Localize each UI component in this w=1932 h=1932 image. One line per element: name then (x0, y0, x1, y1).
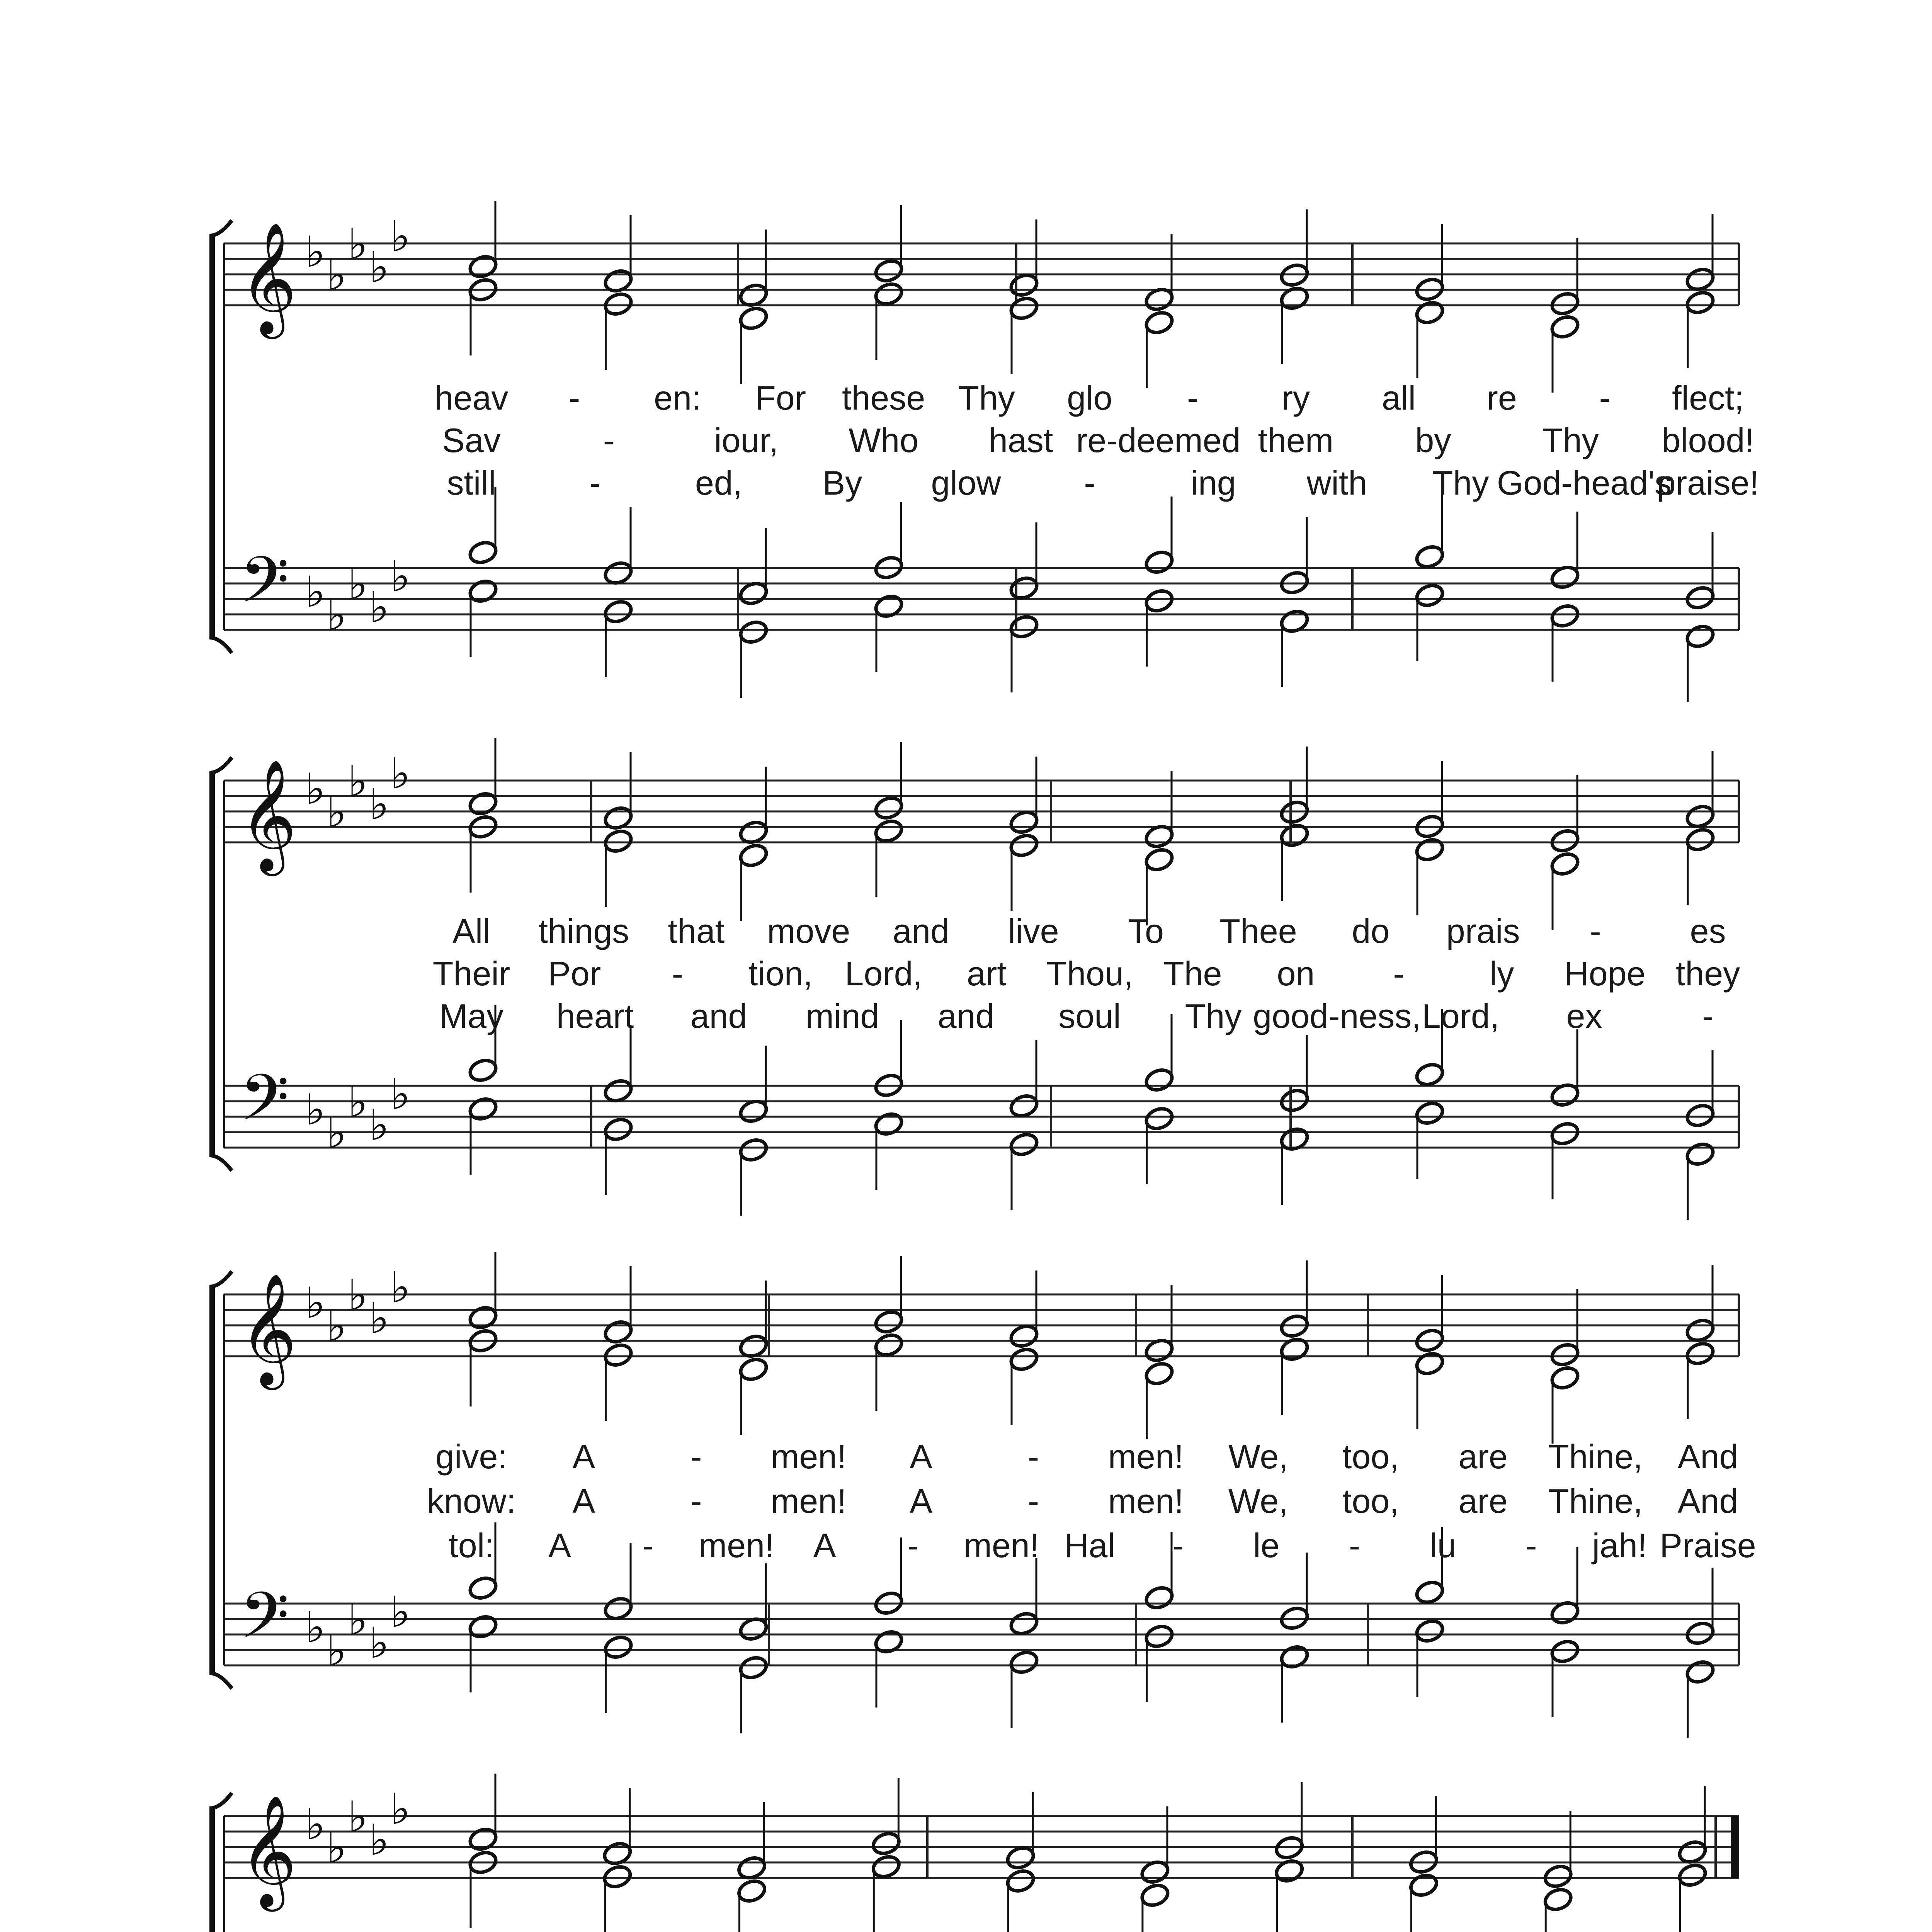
note-head (603, 1634, 634, 1660)
lyric-syllable: For (755, 379, 806, 417)
lyric-syllable: too, (1342, 1482, 1399, 1520)
note-head (738, 619, 769, 645)
note-head (603, 1078, 634, 1104)
note-head (873, 1111, 904, 1137)
note-head (1685, 289, 1716, 316)
lyric-syllable: Praise (1660, 1526, 1756, 1565)
lyric-syllable: men! (770, 1437, 847, 1476)
flat-icon: ♭ (327, 1301, 347, 1351)
lyric-syllable: all (1381, 379, 1416, 417)
flat-icon: ♭ (305, 764, 325, 814)
lyric-syllable: - (1590, 912, 1601, 950)
note-head (1549, 1365, 1580, 1391)
lyric-syllable: still (447, 464, 496, 502)
note-heads (468, 201, 1716, 1932)
treble-clef-icon: 𝄞 (240, 1794, 297, 1906)
lyric-syllable: too, (1342, 1437, 1399, 1476)
lyric-syllable: By (822, 464, 862, 502)
flat-icon: ♭ (390, 749, 410, 798)
lyric-syllable: Por (548, 954, 601, 993)
lyric-syllable: - (603, 421, 615, 459)
flat-icon: ♭ (369, 1618, 389, 1668)
flat-icon: ♭ (348, 560, 368, 609)
note-head (1009, 1323, 1039, 1349)
lyric-syllable: A (548, 1526, 571, 1565)
lyric-syllable: - (1599, 379, 1611, 417)
note-head (1685, 266, 1716, 293)
lyric-syllable: A (910, 1437, 932, 1476)
lyric-syllable: - (690, 1437, 702, 1476)
lyric-syllable: Hope (1564, 954, 1646, 993)
lyric-syllable: things (538, 912, 629, 950)
note-head (1009, 809, 1039, 835)
note-head (1685, 1102, 1716, 1129)
lyric-syllable: move (767, 912, 850, 950)
bracket-bottom-hook (209, 1673, 232, 1689)
note-head (603, 599, 634, 625)
bracket-top-hook (209, 1271, 232, 1287)
flat-icon: ♭ (390, 552, 410, 601)
lyric-syllable: - (642, 1526, 654, 1565)
note-head (873, 258, 904, 284)
note-head (873, 1309, 904, 1335)
flat-icon: ♭ (327, 590, 347, 640)
lyric-syllable: flect; (1672, 379, 1744, 417)
flat-icon: ♭ (305, 567, 325, 617)
note-head (1005, 1845, 1036, 1871)
treble-clef-icon: 𝄞 (240, 759, 297, 871)
note-head (738, 842, 769, 869)
note-head (1009, 1649, 1039, 1675)
note-head (1685, 827, 1716, 853)
lyric-syllable: Hal (1064, 1526, 1116, 1565)
note-head (738, 1137, 769, 1163)
note-head (1414, 544, 1445, 570)
note-head (1414, 1618, 1445, 1644)
flat-icon: ♭ (369, 1815, 389, 1865)
flat-icon: ♭ (369, 780, 389, 829)
note-head (1685, 803, 1716, 830)
lyric-syllable: are (1458, 1437, 1508, 1476)
flat-icon: ♭ (390, 212, 410, 261)
note-head (1549, 851, 1580, 877)
lyric-syllable: All (452, 912, 490, 950)
lyric-syllable: To (1128, 912, 1164, 950)
lyric-syllable: on (1277, 954, 1315, 993)
note-head (1009, 832, 1039, 859)
lyric-syllable: - (1084, 464, 1095, 502)
note-head (1009, 1611, 1039, 1637)
note-head (873, 281, 904, 307)
note-head (873, 818, 904, 844)
flat-icon: ♭ (348, 1270, 368, 1320)
lyric-syllable: and (893, 912, 950, 950)
lyric-syllable: these (842, 379, 925, 417)
note-head (603, 291, 634, 317)
lyric-syllable: ed, (695, 464, 743, 502)
lyric-syllable: - (569, 379, 580, 417)
note-head (1543, 1863, 1573, 1889)
lyric-syllable: Lord, (1422, 997, 1500, 1035)
lyric-syllable: en: (654, 379, 701, 417)
flat-icon: ♭ (369, 1100, 389, 1150)
lyric-syllable: And (1677, 1437, 1738, 1476)
note-head (1009, 1093, 1039, 1119)
note-head (873, 1629, 904, 1655)
lyric-syllable: A (910, 1482, 932, 1520)
lyric-syllable: art (966, 954, 1007, 993)
lyric-syllable: ry (1281, 379, 1310, 417)
bracket-top-hook (209, 220, 232, 236)
note-head (1677, 1862, 1708, 1888)
note-head (1549, 314, 1580, 340)
note-head (871, 1830, 901, 1857)
lyric-syllable: Sav (442, 421, 501, 459)
lyric-syllable: Thou, (1046, 954, 1133, 993)
lyric-syllable: hast (989, 421, 1053, 459)
lyric-syllable: praise! (1656, 464, 1759, 502)
flat-icon: ♭ (348, 757, 368, 806)
lyric-syllable: - (1027, 1482, 1039, 1520)
note-head (603, 1116, 634, 1143)
bracket-bottom-hook (209, 1155, 232, 1171)
note-head (468, 1826, 498, 1852)
note-head (468, 1057, 498, 1083)
lyric-syllable: ing (1190, 464, 1236, 502)
note-head (1144, 1623, 1175, 1650)
lyric-syllable: lu (1430, 1526, 1456, 1565)
lyric-syllable: men! (770, 1482, 847, 1520)
flat-icon: ♭ (305, 1603, 325, 1652)
note-head (468, 1575, 498, 1601)
note-head (1005, 1868, 1036, 1894)
flat-icon: ♭ (348, 1077, 368, 1127)
lyric-syllable: iour, (714, 421, 779, 459)
lyric-syllable: Their (432, 954, 510, 993)
lyric-syllable: - (907, 1526, 919, 1565)
lyric-syllable: re (1486, 379, 1517, 417)
note-head (1414, 837, 1445, 863)
lyric-syllable: ex (1566, 997, 1602, 1035)
lyric-syllable: with (1306, 464, 1367, 502)
treble-clef-icon: 𝄞 (240, 1272, 297, 1385)
flat-icon: ♭ (348, 1792, 368, 1842)
lyric-syllable: - (690, 1482, 702, 1520)
system-bracket (209, 236, 215, 638)
flat-icon: ♭ (327, 787, 347, 837)
lyric-syllable: - (1027, 1437, 1039, 1476)
note-head (1144, 310, 1175, 336)
note-head (738, 305, 769, 332)
lyric-syllable: A (572, 1437, 595, 1476)
note-head (1144, 1067, 1175, 1093)
lyric-syllable: that (668, 912, 725, 950)
lyric-syllable: soul (1058, 997, 1121, 1035)
note-head (1009, 614, 1039, 640)
system-bracket (209, 1808, 215, 1932)
lyric-syllable: The (1163, 954, 1222, 993)
lyric-syllable: and (937, 997, 995, 1035)
lyric-syllable: God-head's (1497, 464, 1672, 502)
note-head (468, 791, 498, 817)
flat-icon: ♭ (390, 1070, 410, 1119)
flat-icon: ♭ (390, 1784, 410, 1834)
bass-clef-icon: 𝄢 (240, 1578, 289, 1668)
note-head (468, 1614, 498, 1640)
lyric-syllable: Thy (958, 379, 1015, 417)
note-head (1009, 272, 1039, 298)
note-head (468, 1096, 498, 1122)
lyric-syllable: mind (805, 997, 879, 1035)
note-head (1549, 603, 1580, 629)
note-head (1549, 291, 1580, 317)
flat-icon: ♭ (390, 1587, 410, 1637)
note-head (603, 828, 634, 854)
note-head (1685, 1620, 1716, 1646)
note-head (738, 1655, 769, 1681)
lyric-syllable: We, (1228, 1482, 1288, 1520)
lyric-syllable: good-ness, (1253, 997, 1421, 1035)
lyric-syllable: - (1349, 1526, 1361, 1565)
lyric-syllable: re-deemed (1076, 421, 1241, 459)
lyric-syllable: glo (1067, 379, 1112, 417)
flat-icon: ♭ (305, 227, 325, 277)
lyric-syllable: prais (1446, 912, 1520, 950)
lyric-syllable: ly (1489, 954, 1514, 993)
lyric-syllable: by (1415, 421, 1451, 459)
lyric-syllable: We, (1228, 1437, 1288, 1476)
lyric-syllable: them (1258, 421, 1334, 459)
note-head (1139, 1882, 1170, 1908)
lyric-syllable: A (813, 1526, 836, 1565)
lyric-syllable: they (1675, 954, 1740, 993)
lyric-syllable: Thy (1185, 997, 1242, 1035)
note-head (873, 1332, 904, 1358)
lyric-syllable: - (1702, 997, 1714, 1035)
lyric-syllable: Thine, (1548, 1437, 1643, 1476)
bracket-top-hook (209, 757, 232, 773)
lyric-syllable: Thine, (1548, 1482, 1643, 1520)
lyric-syllable: do (1352, 912, 1390, 950)
note-head (468, 1304, 498, 1331)
note-head (1543, 1886, 1573, 1913)
note-head (1685, 1141, 1716, 1167)
note-head (1414, 299, 1445, 326)
lyric-syllable: know: (427, 1482, 516, 1520)
note-head (1414, 1350, 1445, 1377)
note-head (1549, 1638, 1580, 1665)
note-head (1144, 847, 1175, 873)
flat-icon: ♭ (327, 1823, 347, 1872)
lyric-syllable: give: (435, 1437, 507, 1476)
lyric-syllable: - (1187, 379, 1199, 417)
flat-icon: ♭ (390, 1263, 410, 1312)
bass-clef-icon: 𝄢 (240, 1061, 289, 1151)
note-head (1408, 1872, 1439, 1898)
note-head (1685, 1317, 1716, 1344)
flat-icon: ♭ (305, 1085, 325, 1134)
bracket-bottom-hook (209, 638, 232, 653)
flat-icon: ♭ (327, 250, 347, 300)
note-head (602, 1864, 633, 1890)
lyric-syllable: tol: (449, 1526, 494, 1565)
note-head (603, 560, 634, 586)
lyric-syllable: men! (1108, 1482, 1184, 1520)
lyric-syllable: - (1526, 1526, 1537, 1565)
note-head (1414, 1100, 1445, 1126)
lyric-syllable: - (1393, 954, 1405, 993)
lyric-syllable: blood! (1662, 421, 1754, 459)
note-head (1144, 588, 1175, 614)
note-head (1009, 575, 1039, 601)
lyric-syllable: tion, (748, 954, 813, 993)
note-head (468, 253, 498, 280)
lyric-syllable: May (439, 997, 504, 1035)
note-head (736, 1878, 767, 1904)
bass-clef-icon: 𝄢 (240, 543, 289, 633)
note-head (873, 795, 904, 821)
note-head (1685, 585, 1716, 611)
note-head (738, 1356, 769, 1383)
note-head (603, 1342, 634, 1368)
note-head (1144, 1361, 1175, 1387)
note-head (1414, 1579, 1445, 1605)
treble-clef-icon: 𝄞 (240, 221, 297, 334)
note-head (1414, 1061, 1445, 1088)
note-head (1009, 1346, 1039, 1372)
lyric-syllable: - (1172, 1526, 1184, 1565)
note-head (1549, 1121, 1580, 1147)
flat-icon: ♭ (327, 1108, 347, 1158)
note-head (468, 539, 498, 566)
lyric-syllable: le (1253, 1526, 1280, 1565)
flat-icon: ♭ (369, 243, 389, 292)
note-head (468, 578, 498, 604)
system-bracket (209, 773, 215, 1155)
lyric-syllable: glow (931, 464, 1001, 502)
lyric-syllable: Lord, (845, 954, 922, 993)
lyric-syllable: A (572, 1482, 595, 1520)
lyric-syllable: heav (434, 379, 509, 417)
bracket-top-hook (209, 1793, 232, 1808)
note-head (1685, 623, 1716, 650)
note-head (1414, 582, 1445, 609)
note-head (1144, 549, 1175, 575)
flat-icon: ♭ (348, 219, 368, 269)
flat-icon: ♭ (327, 1626, 347, 1675)
lyric-syllable: men! (963, 1526, 1039, 1565)
flat-icon: ♭ (369, 1294, 389, 1343)
note-head (1549, 1342, 1580, 1368)
lyric-syllable: Thy (1432, 464, 1489, 502)
note-head (1009, 295, 1039, 321)
lyric-syllable: - (672, 954, 683, 993)
note-head (603, 1595, 634, 1622)
lyric-syllable: Thee (1219, 912, 1297, 950)
lyric-syllable: live (1008, 912, 1059, 950)
lyric-syllable: And (1677, 1482, 1738, 1520)
note-head (1677, 1839, 1708, 1865)
lyric-syllable: heart (556, 997, 634, 1035)
note-head (1685, 1340, 1716, 1367)
flat-icon: ♭ (348, 1595, 368, 1645)
lyrics (427, 379, 1759, 1932)
flat-icon: ♭ (305, 1800, 325, 1849)
lyric-syllable: Thy (1542, 421, 1599, 459)
lyric-syllable: men! (698, 1526, 774, 1565)
flat-icon: ♭ (305, 1278, 325, 1328)
lyric-syllable: and (690, 997, 747, 1035)
flat-icon: ♭ (369, 583, 389, 632)
note-head (1685, 1659, 1716, 1685)
note-head (871, 1854, 901, 1880)
lyric-syllable: - (589, 464, 601, 502)
system-bracket (209, 1287, 215, 1673)
lyric-syllable: es (1690, 912, 1726, 950)
lyric-syllable: jah! (1592, 1526, 1647, 1565)
lyric-syllable: Who (849, 421, 919, 459)
lyric-syllable: are (1458, 1482, 1508, 1520)
note-head (1549, 828, 1580, 854)
note-head (1144, 1585, 1175, 1611)
note-head (1144, 1105, 1175, 1132)
note-head (1009, 1131, 1039, 1158)
note-head (873, 593, 904, 619)
lyric-syllable: men! (1108, 1437, 1184, 1476)
